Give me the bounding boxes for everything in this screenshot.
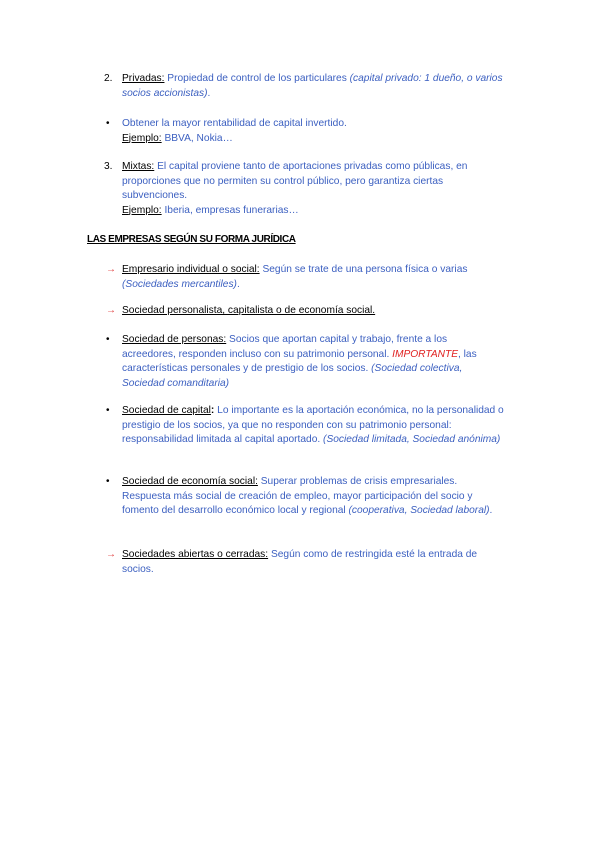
- arrow-icon: →: [106, 305, 116, 316]
- examples-italic: (cooperativa, Sociedad laboral): [348, 505, 490, 516]
- list-item-text: [122, 263, 508, 292]
- term-label: Sociedad de capital: [122, 405, 211, 416]
- definition-text: Según se trate de una persona física o varias: [259, 264, 468, 275]
- definition-text: Propiedad de control de los particulares: [164, 73, 350, 84]
- example-label: Ejemplo:: [122, 204, 162, 216]
- list-item-text: [122, 333, 500, 391]
- arrow-icon: →: [106, 264, 116, 275]
- example-label: Ejemplo:: [122, 132, 162, 144]
- objective-text: Obtener la mayor rentabilidad de capital invertido.: [122, 118, 347, 129]
- important-label: IMPORTANTE: [392, 348, 458, 360]
- punctuation: .: [207, 87, 211, 99]
- list-number: 2.: [104, 73, 113, 84]
- list-number: 3.: [104, 161, 113, 172]
- definition-text: El capital proviene tanto de aportaciones privadas como públicas, en proporciones que no permiten su control público, pero garantiza ciertas subvenciones.: [122, 161, 468, 201]
- definition-text: Según como de restringida esté la entrada de socios.: [122, 549, 478, 575]
- example-text: BBVA, Nokia…: [161, 132, 233, 144]
- bullet-marker: •: [106, 334, 110, 345]
- arrow-icon: →: [106, 549, 116, 560]
- list-item-text: [122, 404, 506, 448]
- punctuation: .: [236, 278, 240, 290]
- definition-text: Socios que aportan capital y trabajo, frente a los acreedores, responden incluso con su patrimonio personal.: [122, 334, 448, 360]
- list-item-text: [122, 475, 506, 519]
- list-item-text: [122, 548, 508, 577]
- bullet-marker: •: [106, 405, 110, 416]
- punctuation: .: [489, 505, 493, 516]
- term-label: Sociedad personalista, capitalista o de economía social.: [122, 305, 376, 316]
- definition-text-continued: , las características personales y de prestigio de los socios.: [122, 348, 477, 374]
- list-item-text: [122, 72, 508, 101]
- list-item-text: [122, 304, 508, 319]
- term-label: Sociedad de economía social:: [122, 476, 258, 487]
- examples-italic: (Sociedad limitada, Sociedad anónima): [323, 434, 501, 445]
- term-label: Sociedades abiertas o cerradas:: [122, 549, 269, 560]
- section-heading: LAS EMPRESAS SEGÚN SU FORMA JURÍDICA: [87, 234, 296, 245]
- term-label: Empresario individual o social:: [122, 264, 260, 275]
- bullet-marker: •: [106, 118, 110, 129]
- example-text: Iberia, empresas funerarias…: [161, 204, 299, 216]
- list-item-text: [122, 160, 506, 218]
- definition-text: Lo importante es la aportación económica, no la personalidad o prestigio de los socios, ya que no responden con su patrimonio personal: responsabilidad limitada al capital aportado.: [122, 405, 504, 445]
- term-label: Mixtas:: [122, 161, 155, 172]
- term-label: Privadas:: [122, 73, 165, 84]
- examples-italic: (capital privado: 1 dueño, o varios socios accionistas): [122, 73, 503, 99]
- term-colon: :: [210, 405, 215, 416]
- examples-italic: (Sociedades mercantiles): [122, 278, 237, 290]
- examples-italic: (Sociedad colectiva, Sociedad comanditaria): [122, 363, 463, 389]
- term-label: Sociedad de personas:: [122, 334, 227, 345]
- bullet-marker: •: [106, 476, 110, 487]
- list-item-text: [122, 117, 508, 146]
- definition-text: Superar problemas de crisis empresariales. Respuesta más social de creación de empleo, mayor participación del socio y fomento del desarrollo económico local y regional: [122, 476, 473, 516]
